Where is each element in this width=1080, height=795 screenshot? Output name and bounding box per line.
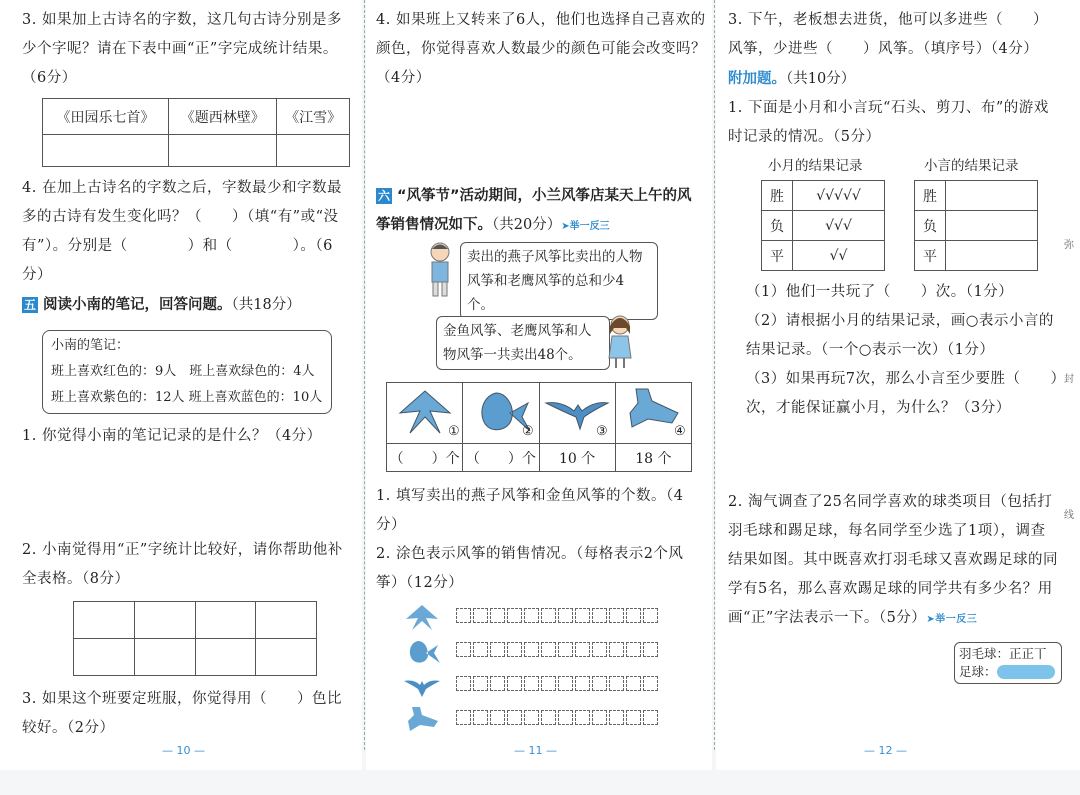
football-row <box>959 663 1057 681</box>
color-box[interactable] <box>473 642 488 657</box>
color-box[interactable] <box>456 608 471 623</box>
page-12 <box>716 0 1080 770</box>
question-4: 4. 在加上古诗名的字数之后，字数最少和字数最多的古诗有发生变化吗？（ ）（填“有”或“没有”）。分别是（ ）和（ ）。（6分） <box>22 180 342 283</box>
answer-cell[interactable] <box>134 639 195 676</box>
color-box[interactable] <box>558 608 573 623</box>
poem-table-header: 《江雪》 <box>277 99 350 135</box>
grid-row <box>402 668 702 702</box>
color-box[interactable] <box>626 710 641 725</box>
figure-kite-small-icon <box>402 705 442 733</box>
kite-cell <box>463 383 539 444</box>
kite-count-cell: 18 个 <box>615 444 691 472</box>
color-box[interactable] <box>575 642 590 657</box>
color-box[interactable] <box>609 642 624 657</box>
poem-table-header: 《题西林壁》 <box>169 99 277 135</box>
kite-cell <box>615 383 691 444</box>
margin-text: 线 <box>1064 510 1074 521</box>
s5-question-3: 3. 如果这个班要定班服，你觉得用（ ）色比较好。（2分） <box>22 691 342 736</box>
color-box[interactable] <box>592 642 607 657</box>
s6-question-1: 1. 填写卖出的燕子风筝和金鱼风筝的个数。（4分） <box>376 488 684 533</box>
color-box[interactable] <box>626 676 641 691</box>
section-title: 阅读小南的笔记，回答问题。 <box>43 297 232 313</box>
color-box[interactable] <box>473 676 488 691</box>
kite-number: ③ <box>596 424 608 439</box>
related-practice-tag: ➤举一反三 <box>926 614 978 625</box>
record-cell: √√√√√ <box>793 181 885 211</box>
page-divider <box>714 0 715 750</box>
s5-question-1: 1. 你觉得小南的笔记记录的是什么？（4分） <box>22 428 322 444</box>
color-box[interactable] <box>507 676 522 691</box>
color-box[interactable] <box>473 710 488 725</box>
color-box[interactable] <box>643 710 658 725</box>
color-box[interactable] <box>626 642 641 657</box>
color-box[interactable] <box>524 676 539 691</box>
record-cell[interactable] <box>946 211 1038 241</box>
row-label: 负 <box>915 211 946 241</box>
related-practice-tag: ➤举一反三 <box>561 221 610 232</box>
color-box[interactable] <box>456 676 471 691</box>
bonus-heading <box>728 66 1058 92</box>
answer-cell[interactable] <box>256 639 317 676</box>
tally-box <box>954 642 1062 684</box>
page-divider <box>364 0 365 750</box>
s5-question-2: 2. 小南觉得用“正”字统计比较好，请你帮助他补全表格。（8分） <box>22 542 343 587</box>
kite-count-cell[interactable]: （ ）个 <box>387 444 463 472</box>
page-10 <box>0 0 362 770</box>
row-label: 胜 <box>762 181 793 211</box>
color-box[interactable] <box>541 676 556 691</box>
bonus-question-2 <box>728 488 1058 634</box>
color-box[interactable] <box>609 710 624 725</box>
section-title: “风筝节”活动期间，小兰风筝店某天上午的风筝销售情况如下。 <box>376 188 692 233</box>
kite-cell <box>539 383 615 444</box>
eagle-kite-icon <box>542 383 612 439</box>
tally-table <box>73 601 317 676</box>
color-box[interactable] <box>575 710 590 725</box>
color-box[interactable] <box>558 642 573 657</box>
girl-illustration-icon <box>606 314 634 370</box>
color-box[interactable] <box>541 642 556 657</box>
answer-cell[interactable] <box>256 602 317 639</box>
goldfish-kite-small-icon <box>402 637 442 665</box>
page-number: — 11 — <box>514 744 557 757</box>
kite-count-cell[interactable]: （ ）个 <box>463 444 539 472</box>
boy-illustration-icon <box>426 240 454 300</box>
note-line: 班上喜欢红色的：9人 班上喜欢绿色的：4人 <box>51 364 315 379</box>
section-5-heading <box>22 292 352 318</box>
box-row[interactable] <box>456 608 660 627</box>
answer-cell[interactable] <box>74 602 135 639</box>
note-title: 小南的笔记： <box>51 338 130 353</box>
yan-record-table <box>914 180 1038 271</box>
page-number-value: 11 <box>528 744 543 757</box>
note-line: 班上喜欢紫色的：12人 班上喜欢蓝色的：10人 <box>51 390 323 405</box>
record-cell: √√ <box>793 241 885 271</box>
color-box[interactable] <box>507 710 522 725</box>
kite-number: ① <box>447 424 460 439</box>
bonus-question-2-text: 2. 淘气调查了25名同学喜欢的球类项目（包括打羽毛球和踢足球，每名同学至少选了1项），调查结果如图。其中既喜欢打羽毛球又喜欢踢足球的同学有5名，那么喜欢踢足球的同学共有多少名？用画“正”字法表示一下。（5分） <box>728 494 1058 626</box>
goldfish-kite-icon <box>466 383 536 439</box>
kite-shape <box>630 389 678 427</box>
kite-number: ② <box>521 424 534 439</box>
color-box[interactable] <box>490 608 505 623</box>
question-3: 3. 下午，老板想去进货，他可以多进些（ ）风筝，少进些（ ）风筝。（填序号）（4分） <box>728 12 1048 57</box>
color-box[interactable] <box>490 676 505 691</box>
color-box[interactable] <box>524 642 539 657</box>
section-6-heading <box>376 182 706 241</box>
speech-bubble: 金鱼风筝、老鹰风筝和人物风筝一共卖出48个。 <box>436 316 610 370</box>
color-box[interactable] <box>524 710 539 725</box>
color-box[interactable] <box>592 710 607 725</box>
grid-row <box>402 634 702 668</box>
answer-cell[interactable] <box>277 135 350 167</box>
bonus-question-1-3: （3）如果再玩7次，那么小言至少要胜（ ）次，才能保证赢小月，为什么？（3分） <box>746 371 1059 416</box>
answer-cell[interactable] <box>195 639 256 676</box>
swallow-kite-small-icon <box>402 603 442 631</box>
margin-text: 封 <box>1064 374 1074 385</box>
question-4: 4. 如果班上又转来了6人，他们也选择自己喜欢的颜色，你觉得喜欢人数最少的颜色可能会改变吗？（4分） <box>376 12 706 86</box>
record-cell[interactable] <box>946 241 1038 271</box>
figure-kite-icon <box>618 383 688 439</box>
section-points: （共18分） <box>231 297 301 313</box>
color-box[interactable] <box>643 608 658 623</box>
page-11 <box>366 0 712 770</box>
section-points: （共20分） <box>492 217 562 233</box>
answer-cell[interactable] <box>134 602 195 639</box>
bonus-question-1-2: （2）请根据小月的结果记录，画○表示小言的结果记录。（一个○表示一次）（1分） <box>746 313 1054 358</box>
answer-blot[interactable] <box>997 665 1055 679</box>
page-number-value: 10 <box>176 744 191 757</box>
color-box[interactable] <box>609 608 624 623</box>
poem-table <box>42 98 350 167</box>
speech-bubble: 卖出的燕子风筝比卖出的人物风筝和老鹰风筝的总和少4个。 <box>460 242 658 320</box>
color-box[interactable] <box>558 710 573 725</box>
color-box[interactable] <box>541 608 556 623</box>
section-number: 五 <box>23 298 36 312</box>
color-box[interactable] <box>643 642 658 657</box>
grid-row <box>402 600 702 634</box>
answer-cell[interactable] <box>43 135 169 167</box>
color-box[interactable] <box>575 676 590 691</box>
color-box[interactable] <box>592 676 607 691</box>
record-cell: √√√ <box>793 211 885 241</box>
swallow-kite-icon <box>390 383 460 439</box>
color-box[interactable] <box>473 608 488 623</box>
color-box[interactable] <box>490 710 505 725</box>
poem-table-header: 《田园乐七首》 <box>43 99 169 135</box>
coloring-grid <box>402 600 702 736</box>
note-box <box>42 330 332 414</box>
color-box[interactable] <box>456 642 471 657</box>
color-box[interactable] <box>626 608 641 623</box>
kite-number: ④ <box>674 424 687 439</box>
yue-table-title: 小月的结果记录 <box>768 158 863 174</box>
color-box[interactable] <box>643 676 658 691</box>
page-number: — 10 — <box>162 744 205 757</box>
bonus-points: （共10分） <box>786 71 856 87</box>
bonus-question-1: 1. 下面是小月和小言玩“石头、剪刀、布”的游戏时记录的情况。（5分） <box>728 100 1049 145</box>
page-number: — 12 — <box>864 744 907 757</box>
box-row[interactable] <box>456 676 660 695</box>
yan-table-title: 小言的结果记录 <box>924 158 1019 174</box>
answer-cell[interactable] <box>195 602 256 639</box>
page-number-value: 12 <box>878 744 893 757</box>
badminton-tally: 羽毛球：正正丅 <box>959 646 1047 661</box>
margin-text: 弥 <box>1064 240 1074 251</box>
s6-question-2: 2. 涂色表示风筝的销售情况。（每格表示2个风筝）（12分） <box>376 546 684 591</box>
color-box[interactable] <box>507 642 522 657</box>
grid-row <box>402 702 702 736</box>
color-box[interactable] <box>524 608 539 623</box>
row-label: 负 <box>762 211 793 241</box>
kite-count-cell: 10 个 <box>539 444 615 472</box>
color-box[interactable] <box>541 710 556 725</box>
row-label: 平 <box>915 241 946 271</box>
answer-cell[interactable] <box>169 135 277 167</box>
section-number: 六 <box>377 189 390 203</box>
eagle-kite-small-icon <box>402 671 442 699</box>
box-row[interactable] <box>456 642 660 661</box>
record-cell[interactable] <box>946 181 1038 211</box>
color-box[interactable] <box>507 608 522 623</box>
yue-record-table <box>761 180 885 271</box>
question-3: 3. 如果加上古诗名的字数，这几句古诗分别是多少个字呢？请在下表中画“正”字完成统计结果。（6分） <box>22 12 342 86</box>
bonus-title: 附加题。 <box>728 71 786 87</box>
color-box[interactable] <box>456 710 471 725</box>
box-row[interactable] <box>456 710 660 729</box>
bonus-question-1-1: （1）他们一共玩了（ ）次。（1分） <box>746 284 1014 300</box>
color-box[interactable] <box>575 608 590 623</box>
row-label: 胜 <box>915 181 946 211</box>
color-box[interactable] <box>609 676 624 691</box>
football-label: 足球： <box>959 664 997 679</box>
color-box[interactable] <box>490 642 505 657</box>
kite-shape <box>400 391 450 433</box>
color-box[interactable] <box>558 676 573 691</box>
kite-cell <box>387 383 463 444</box>
color-box[interactable] <box>592 608 607 623</box>
answer-cell[interactable] <box>74 639 135 676</box>
row-label: 平 <box>762 241 793 271</box>
kite-table <box>386 382 692 472</box>
